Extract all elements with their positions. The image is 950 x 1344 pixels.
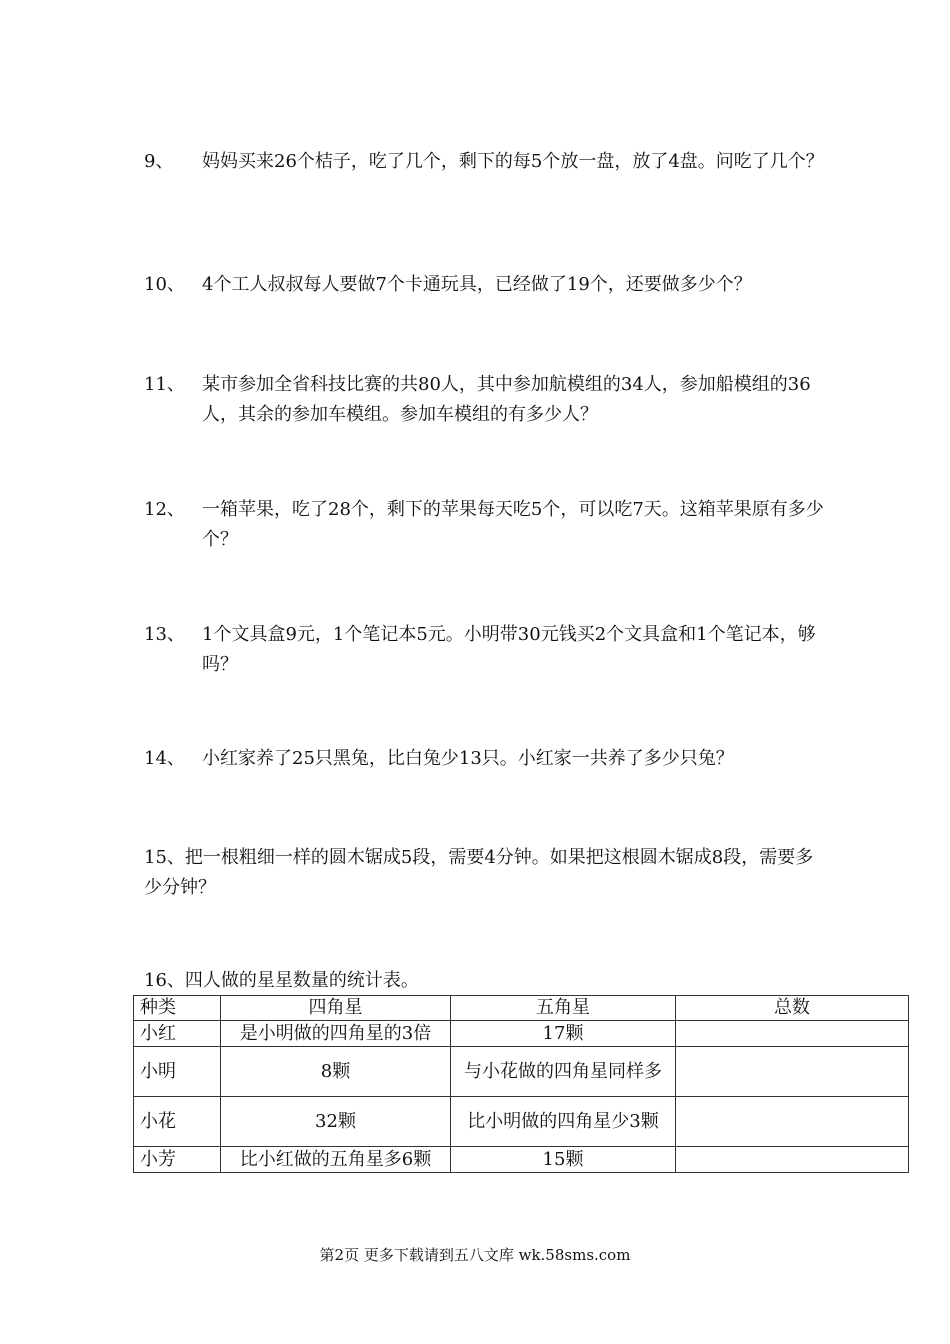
table-cell xyxy=(676,1147,909,1173)
table-cell: 15颗 xyxy=(451,1147,676,1173)
question-text: 某市参加全省科技比赛的共80人，其中参加航模组的34人，参加船模组的36人，其余的参加车模组。参加车模组的有多少人？ xyxy=(202,374,811,425)
question-text: 4个工人叔叔每人要做7个卡通玩具，已经做了19个，还要做多少个？ xyxy=(202,274,752,295)
table-cell xyxy=(676,1047,909,1097)
question-14 xyxy=(144,744,824,774)
question-number: 13、 xyxy=(144,624,185,645)
table-cell xyxy=(676,1021,909,1047)
table-row xyxy=(134,1147,909,1173)
question-number: 10、 xyxy=(144,274,185,295)
question-11 xyxy=(144,370,824,430)
table-cell xyxy=(676,1097,909,1147)
question-text: 15、把一根粗细一样的圆木锯成5段，需要4分钟。如果把这根圆木锯成8段，需要多少分钟？ xyxy=(144,847,814,898)
question-number: 12、 xyxy=(144,499,185,520)
table-row xyxy=(134,1047,909,1097)
question-number: 11、 xyxy=(144,374,185,395)
table-cell: 小红 xyxy=(134,1021,221,1047)
table-cell: 比小明做的四角星少3颗 xyxy=(451,1097,676,1147)
table-cell: 小芳 xyxy=(134,1147,221,1173)
table-cell: 比小红做的五角星多6颗 xyxy=(221,1147,451,1173)
page-footer: 第2页 更多下载请到五八文库 wk.58sms.com xyxy=(319,1246,631,1264)
question-15 xyxy=(144,843,824,903)
table-row xyxy=(134,1021,909,1047)
question-number: 9、 xyxy=(144,151,174,172)
question-text: 小红家养了25只黑兔，比白兔少13只。小红家一共养了多少只兔？ xyxy=(202,748,734,769)
question-12 xyxy=(144,495,824,555)
table-cell: 17颗 xyxy=(451,1021,676,1047)
header-cell: 五角星 xyxy=(451,996,676,1021)
table-row xyxy=(134,1097,909,1147)
table-cell: 32颗 xyxy=(221,1097,451,1147)
question-10 xyxy=(144,270,824,300)
header-cell: 种类 xyxy=(134,996,221,1021)
table-cell: 是小明做的四角星的3倍 xyxy=(221,1021,451,1047)
table-cell: 小明 xyxy=(134,1047,221,1097)
question-13 xyxy=(144,620,824,680)
table-cell: 8颗 xyxy=(221,1047,451,1097)
question-text: 1个文具盒9元，1个笔记本5元。小明带30元钱买2个文具盒和1个笔记本，够吗？ xyxy=(202,624,816,675)
question-9 xyxy=(144,147,824,177)
table-cell: 小花 xyxy=(134,1097,221,1147)
question-text: 一箱苹果，吃了28个，剩下的苹果每天吃5个，可以吃7天。这箱苹果原有多少个？ xyxy=(202,499,824,550)
question-text: 妈妈买来26个桔子，吃了几个，剩下的每5个放一盘，放了4盘。问吃了几个？ xyxy=(202,151,824,172)
table-cell: 与小花做的四角星同样多 xyxy=(451,1047,676,1097)
question-number: 14、 xyxy=(144,748,185,769)
table-header-row xyxy=(134,996,909,1021)
table-caption: 16、四人做的星星数量的统计表。 xyxy=(144,970,419,991)
stats-table xyxy=(133,995,909,1173)
header-cell: 四角星 xyxy=(221,996,451,1021)
header-cell: 总数 xyxy=(676,996,909,1021)
